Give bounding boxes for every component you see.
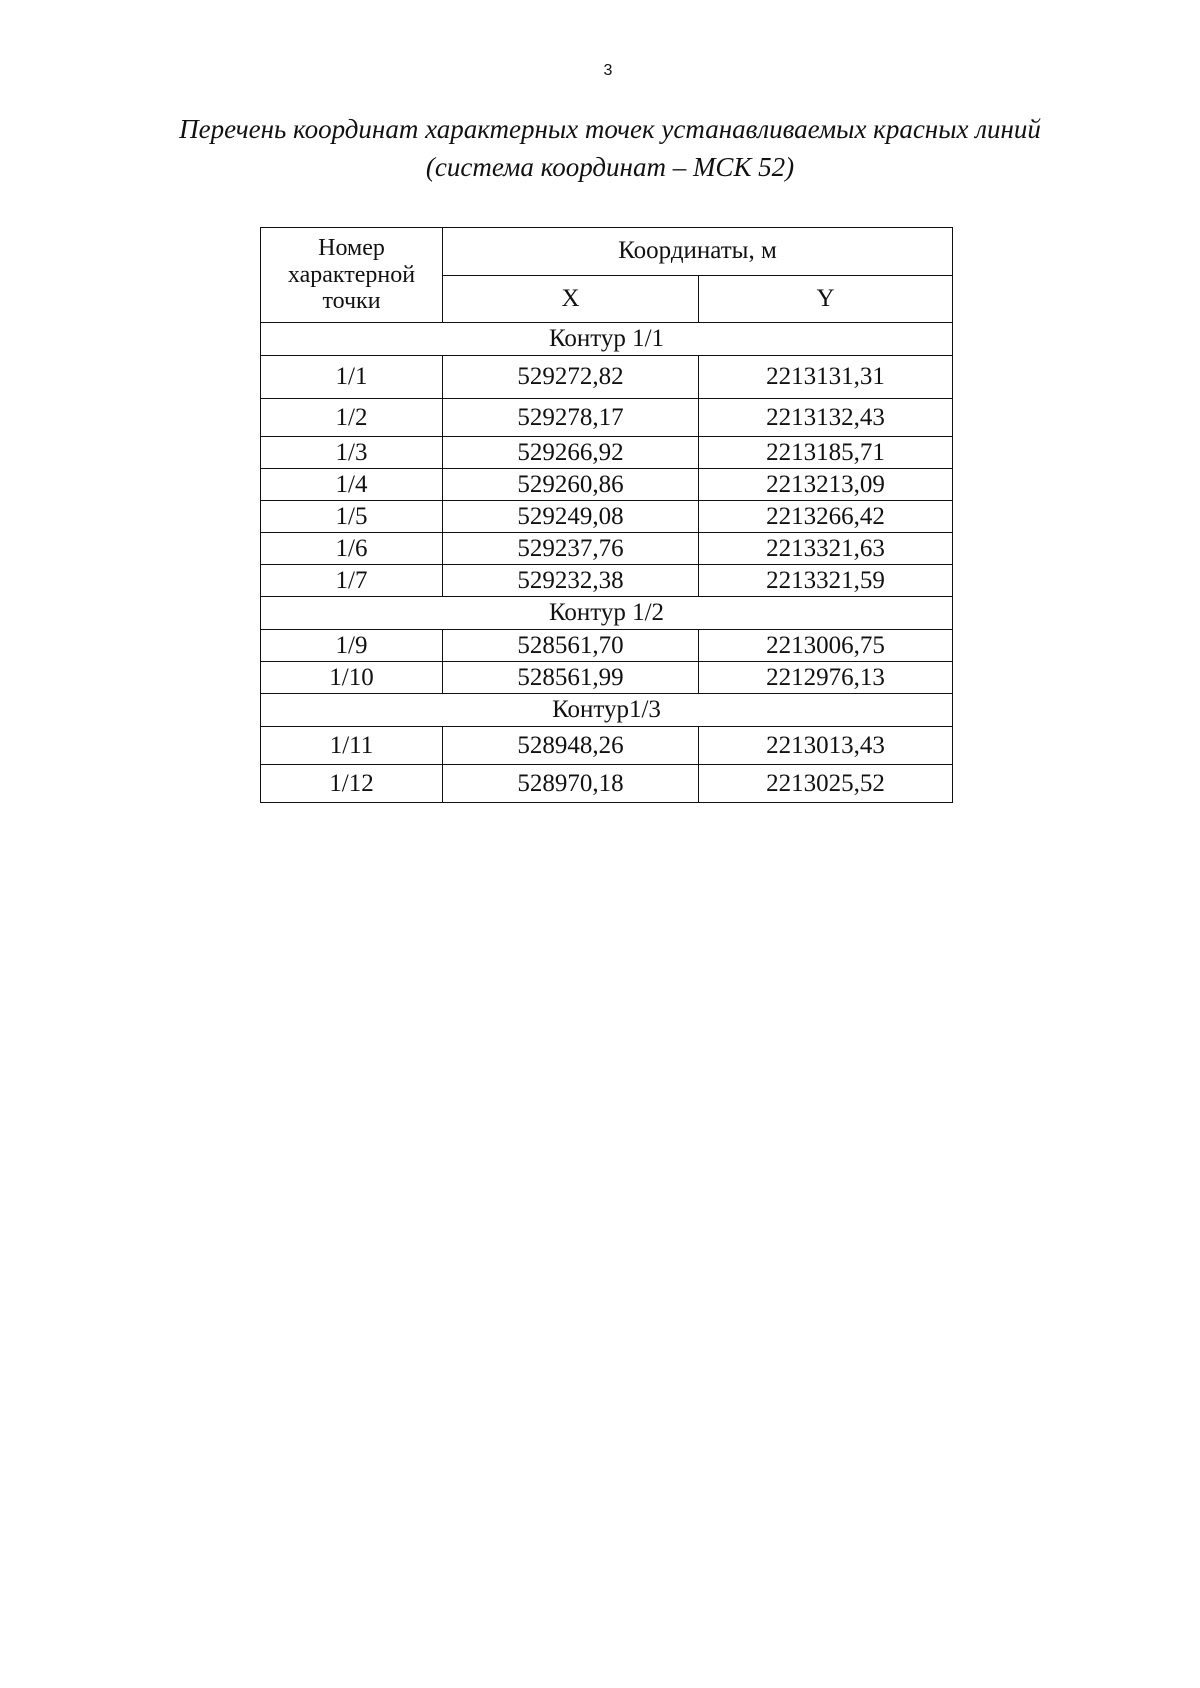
point-number-cell: 1/6	[261, 533, 443, 565]
x-cell: 529260,86	[443, 469, 699, 501]
point-number-cell: 1/7	[261, 565, 443, 597]
x-cell: 528948,26	[443, 727, 699, 765]
table-row	[261, 630, 953, 662]
y-cell: 2213266,42	[699, 501, 953, 533]
table-row	[261, 533, 953, 565]
point-number-cell: 1/3	[261, 437, 443, 469]
y-cell: 2213006,75	[699, 630, 953, 662]
table-row	[261, 356, 953, 399]
point-number-cell: 1/2	[261, 399, 443, 437]
table-row	[261, 399, 953, 437]
contour-header: Контур1/3	[261, 694, 953, 727]
title-line-2: (система координат – МСК 52)	[425, 152, 795, 182]
header-coordinates: Координаты, м	[443, 228, 953, 276]
page-number: 3	[603, 62, 613, 79]
table-row	[261, 765, 953, 803]
table-row	[261, 565, 953, 597]
contour-header: Контур 1/1	[261, 323, 953, 356]
table-row	[261, 437, 953, 469]
y-cell: 2213131,31	[699, 356, 953, 399]
point-number-cell: 1/9	[261, 630, 443, 662]
y-cell: 2213185,71	[699, 437, 953, 469]
x-cell: 528561,70	[443, 630, 699, 662]
point-number-cell: 1/11	[261, 727, 443, 765]
x-cell: 529278,17	[443, 399, 699, 437]
x-cell: 529232,38	[443, 565, 699, 597]
x-cell: 529249,08	[443, 501, 699, 533]
y-cell: 2213013,43	[699, 727, 953, 765]
x-cell: 528561,99	[443, 662, 699, 694]
document-title	[150, 110, 1070, 186]
header-y: Y	[699, 275, 953, 323]
y-cell: 2213213,09	[699, 469, 953, 501]
table-row	[261, 501, 953, 533]
point-number-cell: 1/12	[261, 765, 443, 803]
y-cell: 2213132,43	[699, 399, 953, 437]
point-number-cell: 1/10	[261, 662, 443, 694]
table-row	[261, 469, 953, 501]
title-line-1: Перечень координат характерных точек устанавливаемых красных линий	[179, 114, 1041, 144]
x-cell: 529272,82	[443, 356, 699, 399]
y-cell: 2213321,59	[699, 565, 953, 597]
y-cell: 2213321,63	[699, 533, 953, 565]
x-cell: 529266,92	[443, 437, 699, 469]
table-row	[261, 662, 953, 694]
x-cell: 528970,18	[443, 765, 699, 803]
header-x: X	[443, 275, 699, 323]
contour-header: Контур 1/2	[261, 597, 953, 630]
point-number-cell: 1/1	[261, 356, 443, 399]
point-number-cell: 1/4	[261, 469, 443, 501]
header-point-number: Номер характерной точки	[261, 228, 443, 323]
table-row	[261, 727, 953, 765]
y-cell: 2213025,52	[699, 765, 953, 803]
x-cell: 529237,76	[443, 533, 699, 565]
point-number-cell: 1/5	[261, 501, 443, 533]
y-cell: 2212976,13	[699, 662, 953, 694]
coordinates-table	[260, 227, 953, 803]
